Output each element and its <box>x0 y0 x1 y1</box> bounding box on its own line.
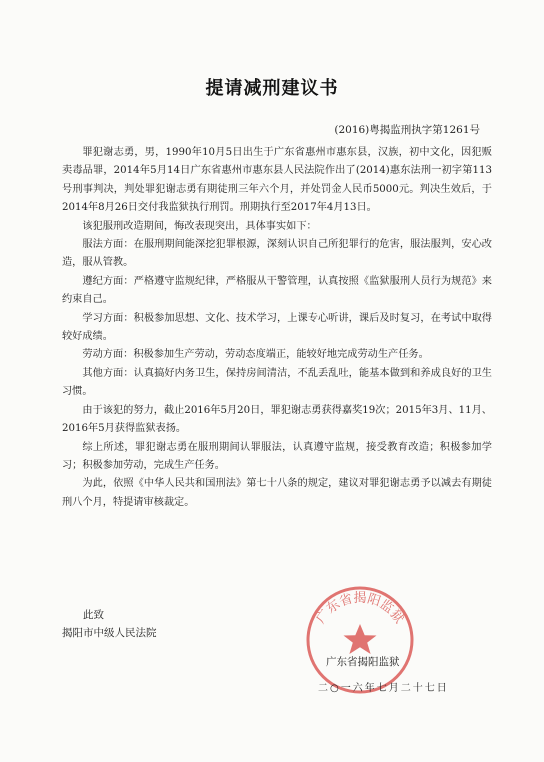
recipient-court: 揭阳市中级人民法院 <box>62 627 157 639</box>
paragraph-study: 学习方面：积极参加思想、文化、技术学习，上课专心听讲，课后及时复习，在考试中取得较好成绩。 <box>62 312 492 343</box>
seal-text: 广东省揭阳监狱 <box>313 591 407 627</box>
paragraph-discipline: 遵纪方面：严格遵守监规纪律，严格服从干警管理，认真按照《监狱服刑人员行为规范》来约束自己。 <box>62 275 492 306</box>
seal-star-icon <box>344 624 377 654</box>
paragraph-awards: 由于该犯的努力，截止2016年5月20日，罪犯谢志勇获得嘉奖19次；2015年3月、11月、2016年5月获得监狱表扬。 <box>62 404 492 435</box>
svg-text:广东省揭阳监狱 <box>314 590 408 627</box>
paragraph-obedience: 服法方面：在服刑期间能深挖犯罪根源，深刻认识自己所犯罪行的危害，服法服判，安心改造，服从管教。 <box>62 239 492 269</box>
paragraph-criminal-info: 罪犯谢志勇，男，1990年10月5日出生于广东省惠州市惠东县，汉族，初中文化，因犯贩卖毒品罪，2014年5月14日广东省惠州市惠东县人民法院作出了(2014)惠东法刑一初字第113号刑事判决，判处罪犯谢志勇有期徒刑三年六个月，并处罚金人民币5000元。判决生效后，于2014年8月26日交付我监狱执行刑罚。刑期执行至2017年4月13日。 <box>62 147 492 214</box>
paragraph-recommendation: 为此，依照《中华人民共和国刑法》第七十八条的规定，建议对罪犯谢志勇予以减去有期徒刑八个月，特提请审核裁定。 <box>62 478 492 508</box>
salutation: 此致 <box>83 609 104 621</box>
paragraph-labor: 劳动方面：积极参加生产劳动，劳动态度端正，能较好地完成劳动生产任务。 <box>82 349 429 361</box>
paragraph-other: 其他方面：认真搞好内务卫生，保持房间清洁，不乱丢乱吐，能基本做到和养成良好的卫生习惯。 <box>62 367 492 398</box>
paragraph-intro: 该犯服刑改造期间，悔改表现突出，具体事实如下： <box>82 220 317 232</box>
document-title: 提请减刑建议书 <box>205 78 339 99</box>
paragraph-summary: 综上所述，罪犯谢志勇在服刑期间认罪服法，认真遵守监规，接受教育改造；积极参加学习；积极参加劳动，完成生产任务。 <box>62 441 492 471</box>
signature-institution: 广东省揭阳监狱 <box>326 656 400 668</box>
document-number: (2016)粤揭监刑执字第1261号 <box>334 124 480 136</box>
document-date: 二○一六年七月二十七日 <box>318 683 449 694</box>
document-body <box>62 142 492 512</box>
closing-block <box>62 606 157 642</box>
